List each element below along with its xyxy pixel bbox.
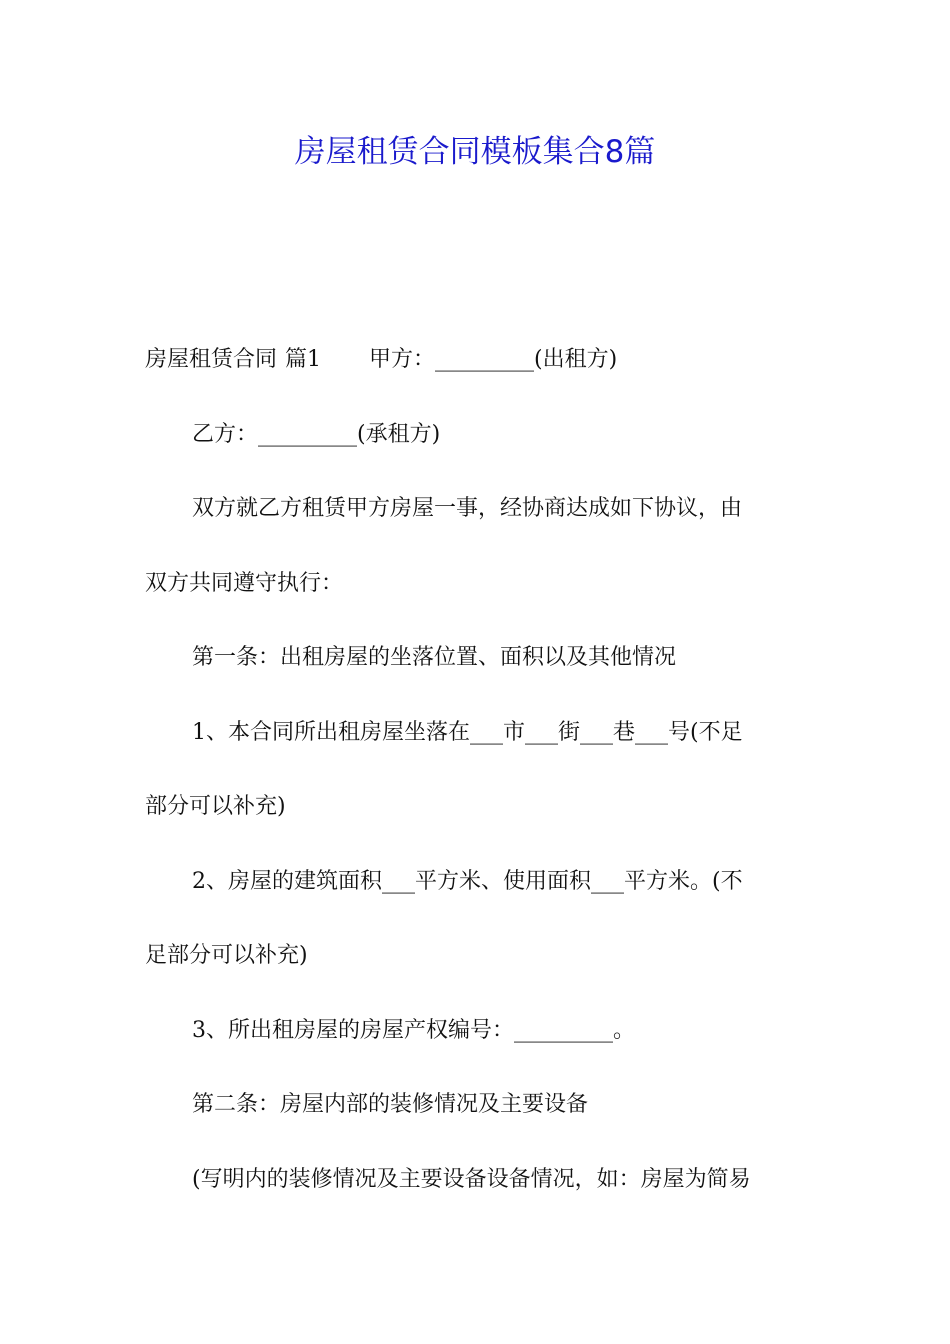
item-2-line-2: 足部分可以补充) (145, 943, 308, 968)
heading-number: 篇1 (285, 347, 322, 372)
item-1-line-2: 部分可以补充) (145, 794, 286, 819)
intro-line-1: 双方就乙方租赁甲方房屋一事，经协商达成如下协议，由 (192, 496, 743, 521)
document-title: 房屋租赁合同模板集合8篇 (294, 134, 656, 170)
party-a-line: 甲方：_________(出租方) (369, 347, 618, 372)
article-2-title: 第二条：房屋内部的装修情况及主要设备 (192, 1092, 589, 1117)
party-b-line: 乙方：_________(承租方) (192, 422, 441, 447)
article-1-title: 第一条：出租房屋的坐落位置、面积以及其他情况 (192, 645, 677, 670)
article-2-description: (写明内的装修情况及主要设备设备情况，如：房屋为简易 (192, 1167, 751, 1192)
item-2-line-1: 2、房屋的建筑面积___平方米、使用面积___平方米。(不 (192, 869, 743, 894)
item-1-line-1: 1、本合同所出租房屋坐落在___市___街___巷___号(不足 (192, 720, 743, 745)
heading-line (145, 345, 807, 375)
intro-line-2: 双方共同遵守执行： (145, 571, 344, 596)
item-3: 3、所出租房屋的房屋产权编号：_________。 (192, 1018, 635, 1043)
heading-label: 房屋租赁合同 (145, 347, 278, 372)
